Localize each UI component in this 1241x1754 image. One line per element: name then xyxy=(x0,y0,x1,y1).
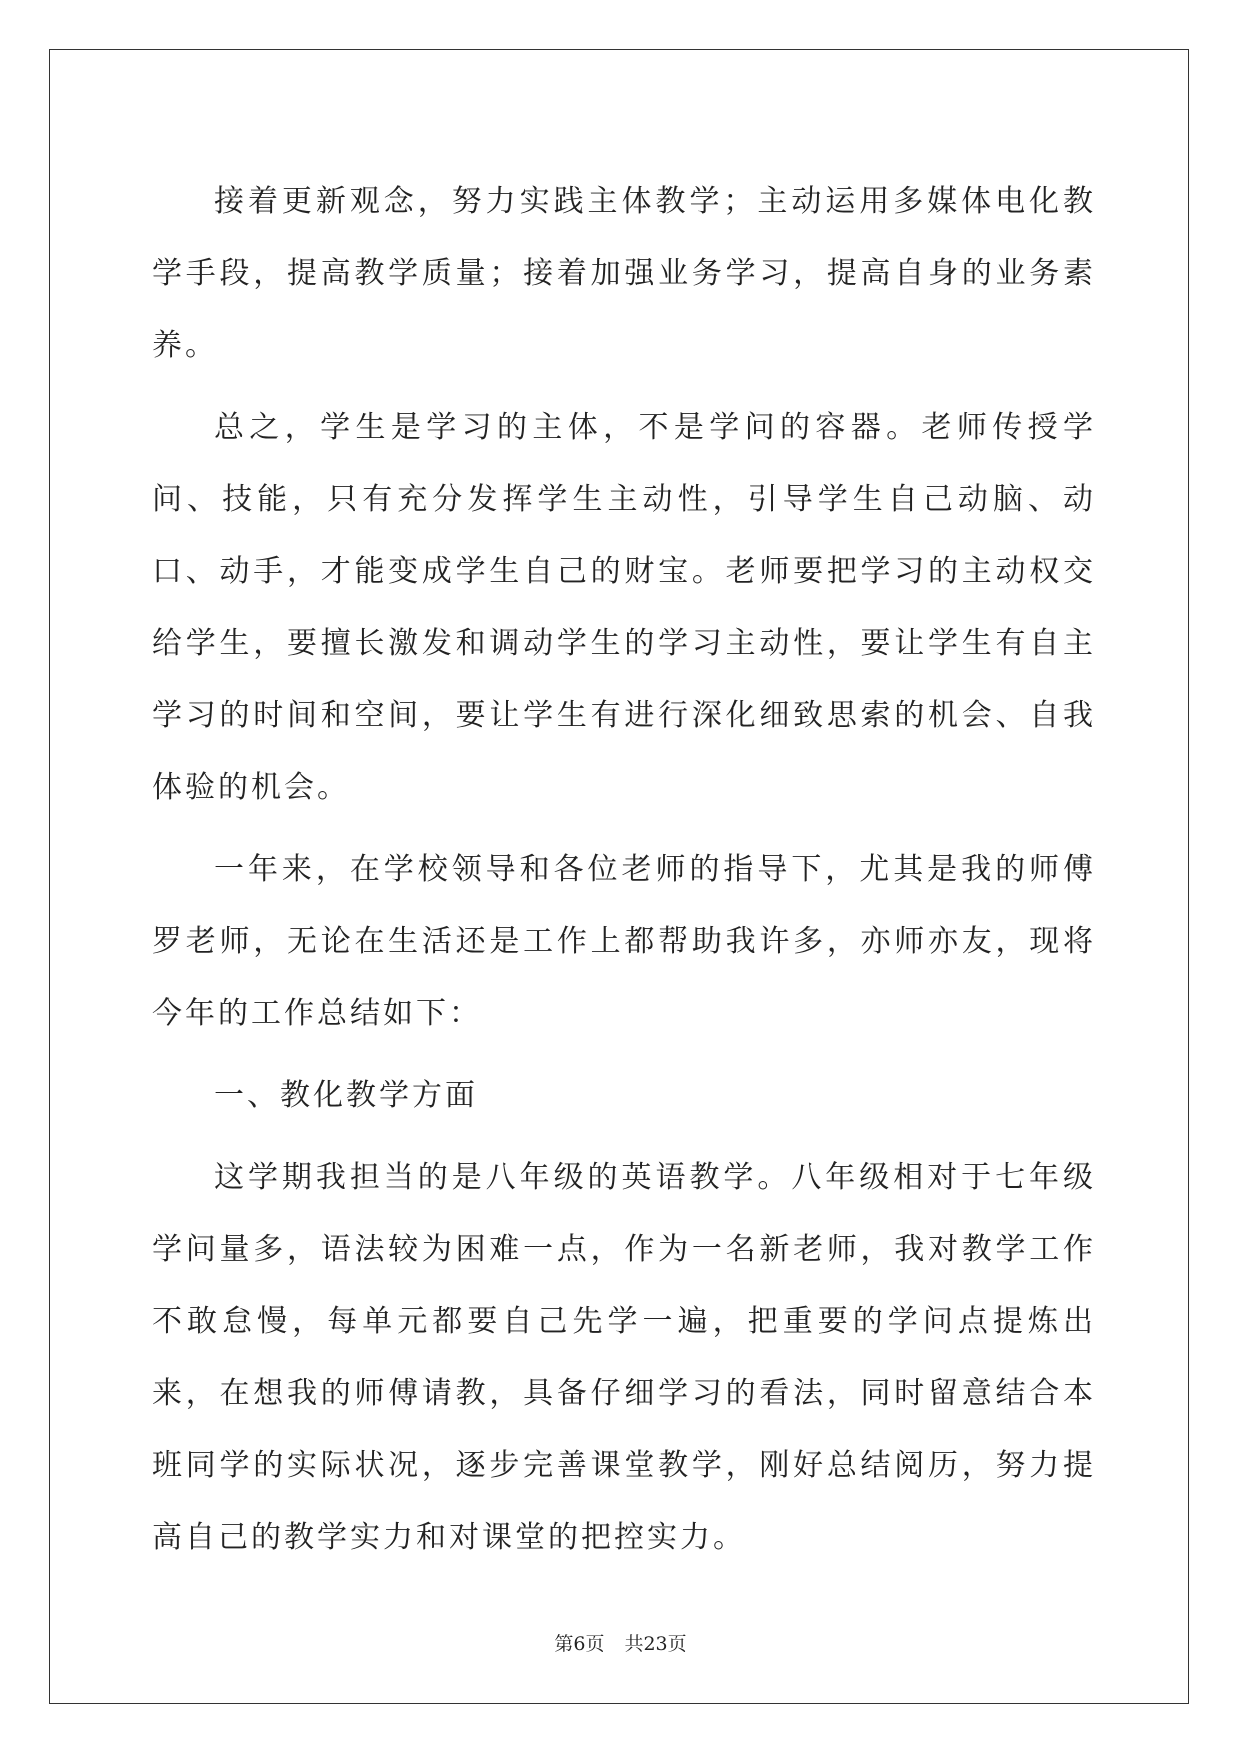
page-number: 第6页 xyxy=(554,1633,605,1655)
paragraph-1: 接着更新观念，努力实践主体教学；主动运用多媒体电化教学手段，提高教学质量；接着加强业务学习，提高自身的业务素养。 xyxy=(152,184,1096,363)
page-total: 共23页 xyxy=(624,1633,687,1655)
paragraph-2: 总之，学生是学习的主体，不是学问的容器。老师传授学问、技能，只有充分发挥学生主动性，引导学生自己动脑、动口、动手，才能变成学生自己的财宝。老师要把学习的主动权交给学生，要擅长激发和调动学生的学习主动性，要让学生有自主学习的时间和空间，要让学生有进行深化细致思索的机会、自我体验的机会。 xyxy=(152,410,1096,805)
document-body xyxy=(152,166,1096,1574)
section-heading: 一、教化教学方面 xyxy=(214,1078,478,1113)
page-footer xyxy=(0,1629,1241,1656)
paragraph-4: 这学期我担当的是八年级的英语教学。八年级相对于七年级学问量多，语法较为困难一点，作为一名新老师，我对教学工作不敢怠慢，每单元都要自己先学一遍，把重要的学问点提炼出来，在想我的师傅请教，具备仔细学习的看法，同时留意结合本班同学的实际状况，逐步完善课堂教学，刚好总结阅历，努力提高自己的教学实力和对课堂的把控实力。 xyxy=(152,1160,1096,1555)
paragraph-3: 一年来，在学校领导和各位老师的指导下，尤其是我的师傅罗老师，无论在生活还是工作上都帮助我许多，亦师亦友，现将今年的工作总结如下： xyxy=(152,852,1096,1031)
